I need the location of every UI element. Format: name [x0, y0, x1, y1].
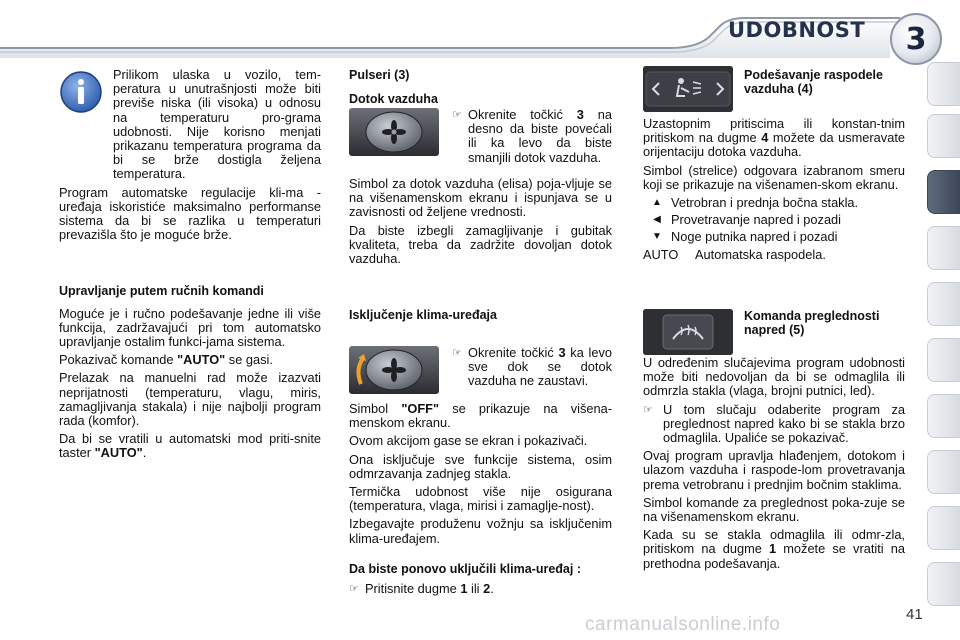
instruction-step-3: ☞ Pritisnite dugme 1 ili 2. — [349, 581, 494, 597]
chapter-number-badge: 3 — [890, 13, 942, 65]
check-arrow-icon: ☞ — [452, 109, 462, 121]
side-tab[interactable] — [927, 338, 960, 382]
column-middle — [349, 68, 612, 106]
paragraph: U određenim slučajevima program udobnosti može biti nedovoljan da bi se odmaglila ili odmrzla stakla (vlaga, brojni putnici, led). — [643, 355, 905, 399]
chapter-side-tabs — [924, 62, 960, 622]
chapter-title: UDOBNOST — [728, 18, 866, 42]
paragraph: Program automatske regulacije kli-ma - uređaja iskoristiće maksimalno performanse sistema da bi se razlika u temperaturi prevazišla što je moguće brže. — [59, 184, 321, 243]
column-middle-body — [349, 177, 612, 322]
paragraph: Izbegavajte produženu vožnju sa isključenim klima-uređajem. — [349, 516, 612, 546]
direction-auto: AUTO Automatska raspodela. — [643, 246, 826, 262]
direction-ventilation: ◀ Provetravanje napred i pozadi — [643, 213, 905, 227]
page-number: 41 — [906, 606, 923, 623]
side-tab[interactable] — [927, 506, 960, 550]
side-tab[interactable] — [927, 226, 960, 270]
side-tab[interactable] — [927, 562, 960, 606]
direction-windscreen: ▲ Vetrobran i prednja bočna stakla. — [643, 196, 905, 210]
check-arrow-icon: ☞ — [643, 403, 653, 416]
paragraph: Simbol za dotok vazduha (elisa) poja-vljuje se na višenamenskom ekranu i ispunjava se u zavisnosti od željene vrednosti. — [349, 176, 612, 220]
column-left — [59, 68, 321, 465]
check-arrow-icon: ☞ — [452, 347, 462, 359]
intro-paragraph: Prilikom ulaska u vozilo, tem-peratura u unutrašnjosti može biti previše niska (ili visoka) u odnosu na temperaturu pro-grama udobnosti. Nije korisno menjati prikazanu temperatura programa da bi se brže dostigla željena temperatura. — [113, 67, 321, 182]
paragraph: Simbol (strelice) odgovara izabranom smeru koji se prikazuje na višenamen-skom ekranu. — [643, 162, 905, 192]
air-distribution-panel-photo — [643, 66, 733, 112]
side-tab[interactable] — [927, 62, 960, 106]
fan-knob-photo — [349, 108, 439, 156]
paragraph: Ovom akcijom gase se ekran i pokazivači. — [349, 433, 588, 449]
side-tab-active[interactable] — [927, 170, 960, 214]
paragraph: Simbol komande za preglednost poka-zuje se na višenamenskom ekranu. — [643, 494, 905, 525]
check-arrow-icon: ☞ — [349, 583, 359, 596]
section-heading-air-flow: Dotok vazduha — [349, 92, 438, 107]
arrow-down-icon: ▼ — [652, 231, 662, 243]
column-right-lower — [643, 356, 905, 575]
section-heading-air-distribution: Podešavanje raspodele vazduha (4) — [744, 68, 883, 97]
instruction-step-2: ☞ Okrenite točkić 3 ka levo sve dok se dotok vazduha ne zaustavi. — [452, 345, 613, 389]
paragraph: Ovaj program upravlja hlađenjem, dotokom i ulazom vazduha i raspode-lom provetravanja prema vetrobranu i prednjim bočnim staklima. — [643, 448, 905, 492]
paragraph: Prelazak na manuelni rad može izazvati neprijatnosti (temperaturu, vlagu, miris, zamagljivanja stakala) i nije najbolji program rada (komfor). — [59, 370, 321, 429]
watermark: carmanualsonline.info — [585, 614, 781, 635]
side-tab[interactable] — [927, 394, 960, 438]
visibility-button-photo — [643, 309, 733, 355]
section-heading-manual-control: Upravljanje putem ručnih komandi — [59, 284, 264, 299]
fan-knob-off-photo — [349, 346, 439, 394]
visibility-heading-box — [744, 309, 894, 337]
side-tab[interactable] — [927, 450, 960, 494]
paragraph: Simbol "OFF" se prikazuje na višena-menskom ekranu. — [349, 401, 613, 431]
section-heading-ac-off: Isključenje klima-uređaja — [349, 308, 497, 323]
paragraph: Kada su se stakla odmaglila ili odmr-zla, pritiskom na dugme 1 možete se vratiti na prethodna podešavanja. — [643, 527, 905, 571]
side-tab[interactable] — [927, 282, 960, 326]
paragraph: Ona isključuje sve funkcije sistema, osim odmrzavanja zadnjeg stakla. — [349, 451, 612, 481]
arrow-up-icon: ▲ — [652, 197, 662, 209]
column-middle-lower — [349, 402, 612, 600]
side-tab[interactable] — [927, 114, 960, 158]
paragraph: Pokazivač komande "AUTO" se gasi. — [59, 352, 273, 368]
paragraph: Termička udobnost više nije osigurana (temperatura, vlaga, mirisi i zamaglje-nost). — [349, 484, 612, 514]
paragraph: Uzastopnim pritiscima ili konstan-tnim pritiskom na dugme 4 možete da usmeravate orijentaciju dotoka vazduha. — [643, 116, 905, 160]
instruction-step-1: ☞ Okrenite točkić 3 na desno da biste povećali ili ka levo da biste smanjili dotok vazduha. — [452, 107, 612, 165]
section-heading-pulsers: Pulseri (3) — [349, 68, 410, 82]
air-distribution-heading-box — [744, 68, 894, 96]
column-right — [643, 117, 905, 265]
section-heading-visibility: Komanda preglednosti napred (5) — [744, 309, 880, 338]
instruction-visibility: ☞ U tom slučaju odaberite program za preglednost napred kako bi se stakla brzo odmaglila. Upaliće se pokazivač. — [643, 401, 905, 446]
arrow-left-icon: ◀ — [653, 214, 661, 226]
section-heading-ac-on: Da biste ponovo uključili klima-uređaj : — [349, 561, 581, 576]
direction-feet: ▼ Noge putnika napred i pozadi — [643, 230, 905, 244]
paragraph: Da bi se vratili u automatski mod priti-snite taster "AUTO". — [59, 431, 321, 461]
paragraph: Da biste izbegli zamagljivanje i gubitak kvaliteta, treba da zadržite dovoljan dotok vazduha. — [349, 222, 612, 267]
paragraph: Moguće je i ručno podešavanje jedne ili više funkcija, zadržavajući pri tom automatsko upravljanje ostalim funkci-jama sistema. — [59, 305, 321, 350]
